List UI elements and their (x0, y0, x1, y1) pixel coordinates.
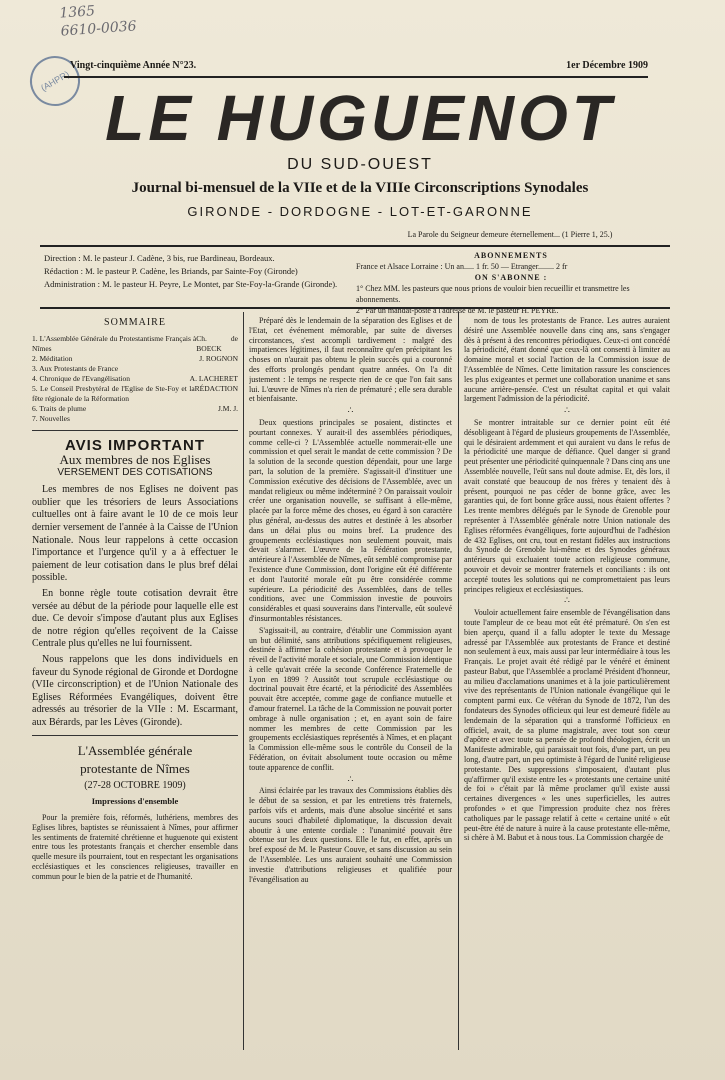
divider (32, 735, 238, 736)
direction-line: Direction : M. le pasteur J. Cadène, 3 bis, rue Bardineau, Bordeaux. (44, 253, 275, 263)
divider (64, 76, 648, 78)
issue-date: 1er Décembre 1909 (566, 60, 648, 71)
article-paragraph: Se montrer intraitable sur ce dernier point eût été désobligeant à l'égard de plusieurs groupements de l'Assemblée, qui le désiraient ardemment et qui auraient vu dans le refus de la périodicité une marque de défiance. Quel danger si grand peut présenter une périodicité quinquennale ? Dans cinq ans une Assemblée nouvelle, l'eût sans nul doute admise. Et, dès lors, il avait constaté que beaucoup de nos frères y tenaient dès à présent, pourquoi ne pas céder de bonne grâce, avec les garanties qui, de fort bonne grâce aussi, nous étaient offertes ? Les trente membres délégués par le Synode de Grenoble pour représenter à l'Assemblée générale notre Union nationale des Eglises réformées évangéliques, forte aujourd'hui de l'adhésion de 432 Eglises, ont cru, tout en restant fidèles aux instructions du Synode de Grenoble lui-même et des Synodes généraux antérieurs qui excluaient toute action religieuse commune, pouvoir et devoir se montrer fraternels et conciliants : ils ont accepté toutes les solutions qui ne compromettaient pas leurs principes religieux et ecclésiastiques. (464, 417, 670, 594)
avis-subtitle: Aux membres de nos Eglises (59, 451, 211, 467)
divider (40, 245, 670, 247)
article-paragraph: Ainsi éclairée par les travaux des Commissions établies dès le début de sa session, et par les entretiens très fraternels, parfois vifs et ardents, mais d'une absolue sincérité et sans aucuns souci d'habileté diplomatique, la discussion devait aboutir à une entente cordiale : l'unanimité pouvait être obtenue sur les deux questions. Elle le fut, en effet, après un bref exposé de M. le Pasteur Couve, et sans discussion au sein de l'Assemblée. Les uns auraient souhaité une Commission investie d'attributions religieuses et qualifiée pour l'évangélisation au (249, 786, 452, 884)
article-paragraph: Vouloir actuellement faire ensemble de l'évangélisation dans toute l'ampleur de ce beau mot eût été prématuré. On s'en est bien aperçu, quand il a fallu adopter le texte du Message adressé par l'Assemblée aux protestants de France et destiné non seulement à eux, mais aussi par leur intermédiaire à tous les Français. Le projet avait été rédigé par le vénéré et éminent pasteur Babut, que l'Assemblée a proclamé Président d'honneur, au milieu d'acclamations unanimes et à la joie particulièrement vive des représentants de l'Union nationale évangélique qui le comptent parmi eux. Ce vétéran du Synode de 1872, l'un des fondateurs des Synodes officieux qui leur est demeuré fidèle au lendemain de la séparation qui a transformé l'officieux en officiel, avait, de sa plume magistrale, avec tout son cœur d'apôtre et avec toute sa pensée de profond théologien, écrit un Manifeste admirable, qui paraissait tout fois, d'une part, un peu long, d'autre part, un peu optimiste à l'égard de l'unité religieuse protestante. Des suppressions s'imposaient, d'autant plus qu'affirmer qu'il existe entre les « protestants une certaine unité de foi » c'était par là même proclamer qu'il existe aussi certaines divergences « les unes superficielles, les autres profondes » et que l'impression produite chez nos frères catholiques par le passage relatif à cette « certaine unité » eût peut-être été de nature à nuire à la cause protestante elle-même, si chère à M. Babut et à nous tous. La Commission chargée de (464, 608, 670, 843)
issue-year: Vingt-cinquième Année N°23. (70, 60, 197, 71)
list-item: 4. Chronique de l'Evangélisation A. LACHERET (32, 373, 238, 383)
sommaire-list (32, 334, 238, 424)
avis-title: AVIS IMPORTANT (64, 436, 206, 454)
column-2 (249, 316, 452, 1056)
pencil-annotation: 1365 6610-0036 (58, 3, 138, 40)
article-paragraph: Pour la première fois, réformés, luthériens, membres des Eglises libres, baptistes se réunissaient à Nîmes, pour affirmer les sentiments de fraternité chrétienne et huguenote qui existent entre tous les protestants français et chercher ensemble dans quelle mesure ils pourraient, tout en respectant les organisations ecclésiastiques et les consciences religieuses, travailler en commun pour le bien de la patrie et de l'humanité. (32, 813, 238, 881)
subscribe-item: 2° Par un mandat-poste à l'adresse de M. le pasteur H. PEYRE. (356, 306, 559, 315)
article-subhead: Impressions d'ensemble (91, 796, 179, 807)
separator-stars: ∴ (564, 595, 570, 606)
masthead-title: LE HUGUENOT (105, 82, 615, 154)
issue-line (70, 60, 648, 71)
article-paragraph: Deux questions principales se posaient, distinctes et pourtant connexes. Y aurait-il des assemblées périodiques, comme celle-ci ? L'Assemblée actuelle nommerait-elle une commission et quel serait le mandat de cette commission ? De la solution de la seconde question dépendait, pour une large part, la solution de la première. S'agissait-il d'instituer une Commission exécutive des décisions de l'Assemblée, avec un mandat religieux ou même indéterminé ? On paraissait vouloir créer une organisation nouvelle, se suffisant à elle-même, placée par la force même des choses, eu égard à son caractère plus général, au-dessus des autres et destinée à les absorber dans un délai plus ou moins bref. La prudence des groupements ecclésiastiques non seulement pouvait, mais devait s'alarmer. L'œuvre de la Fédération protestante, antérieure à l'Assemblée de Nîmes, eût semblé compromise par l'existence d'une Commission, dont l'origine eût été différente et dont l'autorité morale eût pu être considérée comme supérieure. La périodicité des Assemblées, dans de telles conditions, avec une Commission investie de pouvoirs considérables et quasi souverains dans l'intervalle, eût soulevé d'insurmontables résistances. (249, 417, 452, 623)
article-title: L'Assemblée générale protestante de Nîmes (77, 743, 193, 777)
list-item: 3. Aux Protestants de France (32, 363, 119, 373)
list-item: 7. Nouvelles (32, 413, 70, 423)
list-item: 2. Méditation J. ROGNON (32, 353, 238, 363)
list-item: 1. L'Assemblée Générale du Protestantisme Français à Nîmes Ch. de BOECK (32, 333, 238, 353)
article-paragraph: Préparé dès le lendemain de la séparation des Eglises et de l'Etat, cet événement mémorable, par suite de diverses circonstances, s'est accompli tardivement : malgré des impatiences légitimes, il faut reconnaître qu'en précipitant les choses on n'aurait pas obtenu le plein succès qui a couronné des efforts prolongés pendant quatre années. On l'a dit justement : le temps ne respecte rien de ce que l'on fait sans lui. L'œuvre de Nîmes n'a rien de prématuré ; elle sera durable et bienfaisante. (249, 316, 452, 404)
sommaire-title: SOMMAIRE (104, 317, 166, 328)
admin-block (44, 252, 344, 291)
list-item: 6. Traits de plume J.M. J. (32, 403, 238, 413)
avis-versement: VERSEMENT DES COTISATIONS (57, 467, 213, 479)
subscribe-item: 1° Chez MM. les pasteurs que nous prions de vouloir bien recueillir et transmettre les abonnements. (356, 284, 630, 304)
subscriptions-price: France et Alsace Lorraine : Un an..... 1 fr. 50 — Etranger........ 2 fr (356, 262, 568, 271)
separator-stars: ∴ (564, 405, 570, 416)
library-stamp: (AHPR) (21, 47, 89, 115)
column-3 (464, 316, 670, 1056)
separator-stars: ∴ (347, 773, 354, 784)
column-1 (32, 314, 238, 1054)
motto: La Parole du Seigneur demeure éternellement... (1 Pierre 1, 25.) (407, 230, 613, 239)
divider (40, 307, 670, 309)
list-item: 5. Le Conseil Presbytéral de l'Eglise de Ste-Foy et la fête régionale de la Réformation RÉDACTION (32, 383, 238, 403)
article-paragraph: S'agissait-il, au contraire, d'établir une Commission ayant un but délimité, sans attributions spécifiquement religieuses, destinée à affirmer la cohésion protestante et à provoquer le réveil de l'activité morale et sociale, une Commission identique à celle qu'avait créée la seconde Conférence Fraternelle de Lyon en 1899 ? Aussitôt tout scrupule ecclésiastique ou doctrinal pouvait être écarté, et la périodicité des Assemblées pouvait être acceptée, comme gage de confiance mutuelle et d'amour fraternel. La tâche de la Commission ne pouvait porter ombrage à nulle organisation ; et, en ayant soin de faire nommer les membres de cette Commission par les groupements ecclésiastiques représentés à Nîmes, et en plaçant la Commission elle-même sous le contrôle du Conseil de la Fédération, on évitait absolument toute occasion ou même toute apparence de conflit. (249, 625, 452, 772)
journal-description: Journal bi-mensuel de la VIIe et de la VIIIe Circonscriptions Synodales (131, 180, 589, 196)
column-divider (243, 312, 244, 1050)
masthead-subtitle: DU SUD-OUEST (287, 156, 433, 173)
regions-line: GIRONDE - DORDOGNE - LOT-ET-GARONNE (187, 204, 533, 219)
separator-stars: ∴ (347, 405, 354, 416)
avis-body: Les membres de nos Eglises ne doivent pas oublier que les trésoriers de leurs Associations cultuelles ont à faire avant le 10 de ce mois leur dernier versement de l'année à la Caisse de l'Union Nationale. Nous leur rappelons à cette occasion l'importance et l'urgence qu'il y a à effectuer le paiement de leur cotisation dans le plus bref délai possible. En bonne règle toute cotisation devrait être versée au début de la période pour laquelle elle est due. Ce devoir s'impose d'autant plus aux Eglises de notre région qu'elles reçoivent de la Caisse Centrale plus qu'elles ne lui fournissent. Nous rappelons que les dons individuels en faveur du Synode régional de Gironde et Dordogne (VIIe circonscription) et de l'Union Nationale des Eglises Réformées Evangéliques, doivent être adressés au trésorier de la VIIe : M. Escarmant, aux Bérards, par les Lèves (Gironde). (32, 484, 238, 728)
subscribe-heading: ON S'ABONNE : (474, 273, 548, 282)
subscriptions-heading: ABONNEMENTS (474, 251, 548, 260)
divider (32, 430, 238, 431)
article-date: (27-28 OCTOBRE 1909) (84, 780, 186, 792)
administration-line: Administration : M. le pasteur H. Peyre, Le Montet, par Ste-Foy-la-Grande (Gironde). (44, 279, 338, 289)
column-divider (458, 312, 459, 1050)
article-paragraph: nom de tous les protestants de France. Les autres auraient désiré une Assemblée nouvelle dans cinq ans, sans s'engager dès à présent à des rencontres périodiques. Ceux-ci ont concédé la périodicité, étant donné que ceux-là ont consenti à limiter au domaine moral et social l'action de la Commission issue de l'Assemblée de Nîmes. Cette limitation rassure les consciences les plus exigeantes et permet une collaboration unanime et sans aucune arrière-pensée. C'est un résultat capital et qui valait largement l'admission de la périodicité. (464, 316, 670, 404)
redaction-line: Rédaction : M. le pasteur P. Cadène, les Briands, par Sainte-Foy (Gironde) (44, 266, 298, 276)
